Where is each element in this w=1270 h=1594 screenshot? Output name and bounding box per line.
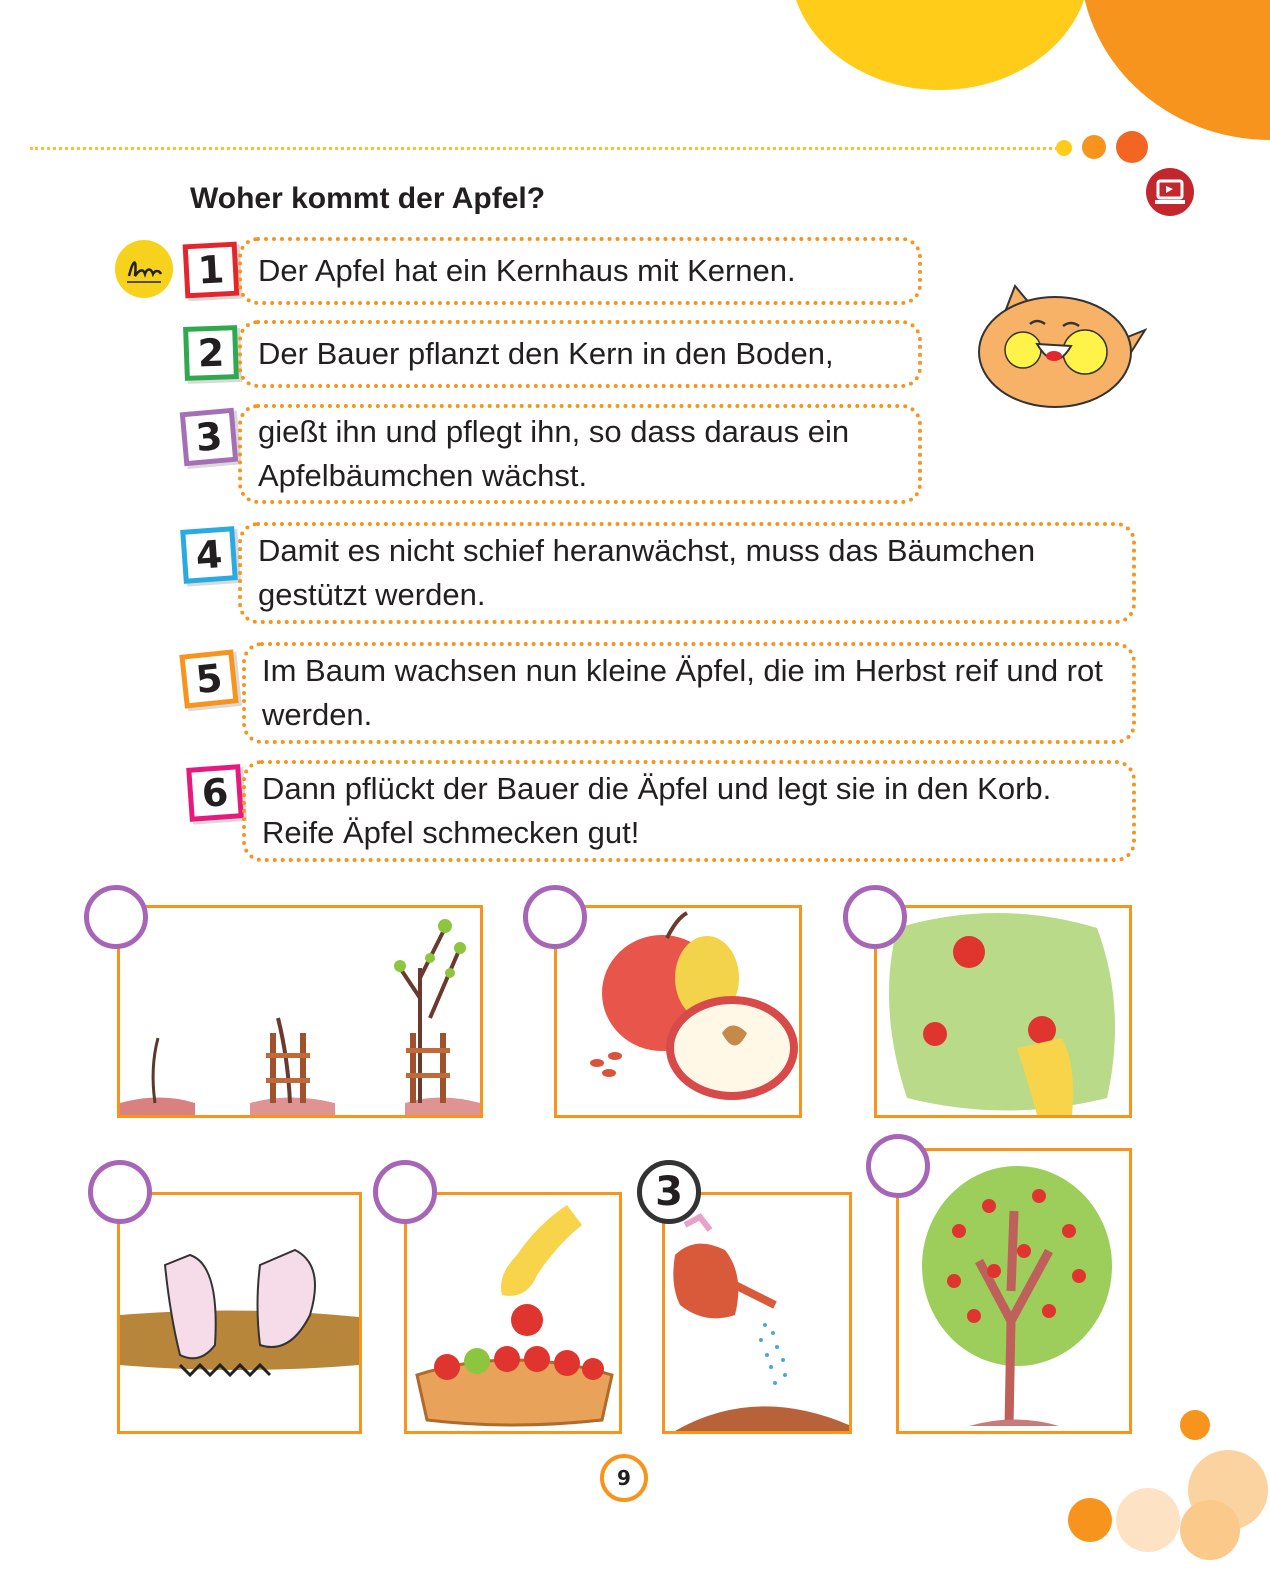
picture-apple-core [554,905,802,1118]
step-text-2: Der Bauer pflanzt den Kern in den Boden, [238,320,922,388]
cat-mascot [975,282,1147,412]
step-number-4: 4 [180,526,238,584]
decor-dot [1116,131,1148,163]
picture-apple-tree [896,1148,1132,1434]
step-text-1: Der Apfel hat ein Kernhaus mit Kernen. [238,237,922,305]
computer-icon[interactable] [1146,168,1194,216]
decor-dot [1082,135,1106,159]
step-text-4: Damit es nicht schief heranwächst, muss das Bäumchen gestützt werden. [238,522,1136,624]
picture-apple-basket [404,1192,622,1434]
step-number-6: 6 [186,764,244,822]
step-number-1: 1 [183,242,240,299]
picture-planting-seed [117,1192,362,1434]
answer-circle[interactable] [866,1134,930,1198]
step-text-6: Dann pflückt der Bauer die Äpfel und legt sie in den Korb. Reife Äpfel schmecken gut! [242,760,1136,862]
decor-dotted-line [30,147,1070,150]
picture-watering [662,1192,852,1434]
page-title: Woher kommt der Apfel? [190,182,546,215]
decor-orange-blob [1080,0,1270,140]
picture-tree-growth [117,905,483,1118]
answer-circle[interactable] [84,885,148,949]
answer-circle-filled[interactable]: 3 [637,1160,701,1224]
step-number-5: 5 [179,649,238,708]
answer-circle[interactable] [88,1160,152,1224]
decor-dot [1116,1488,1180,1552]
decor-yellow-blob [790,0,1090,90]
step-text-5: Im Baum wachsen nun kleine Äpfel, die im Herbst reif und rot werden. [242,642,1136,744]
decor-dot [1068,1498,1112,1542]
page-number: 9 [600,1454,648,1502]
decor-dot [1180,1410,1210,1440]
answer-circle[interactable] [373,1160,437,1224]
step-number-3: 3 [180,408,239,467]
answer-circle[interactable] [523,885,587,949]
decor-dot [1180,1500,1240,1560]
decor-dot [1056,140,1072,156]
answer-circle[interactable] [843,885,907,949]
pencil-write-icon [115,240,173,298]
picture-apples-on-tree [874,905,1132,1118]
step-number-2: 2 [183,325,239,381]
step-text-3: gießt ihn und pflegt ihn, so dass daraus ein Apfelbäumchen wächst. [238,404,922,504]
